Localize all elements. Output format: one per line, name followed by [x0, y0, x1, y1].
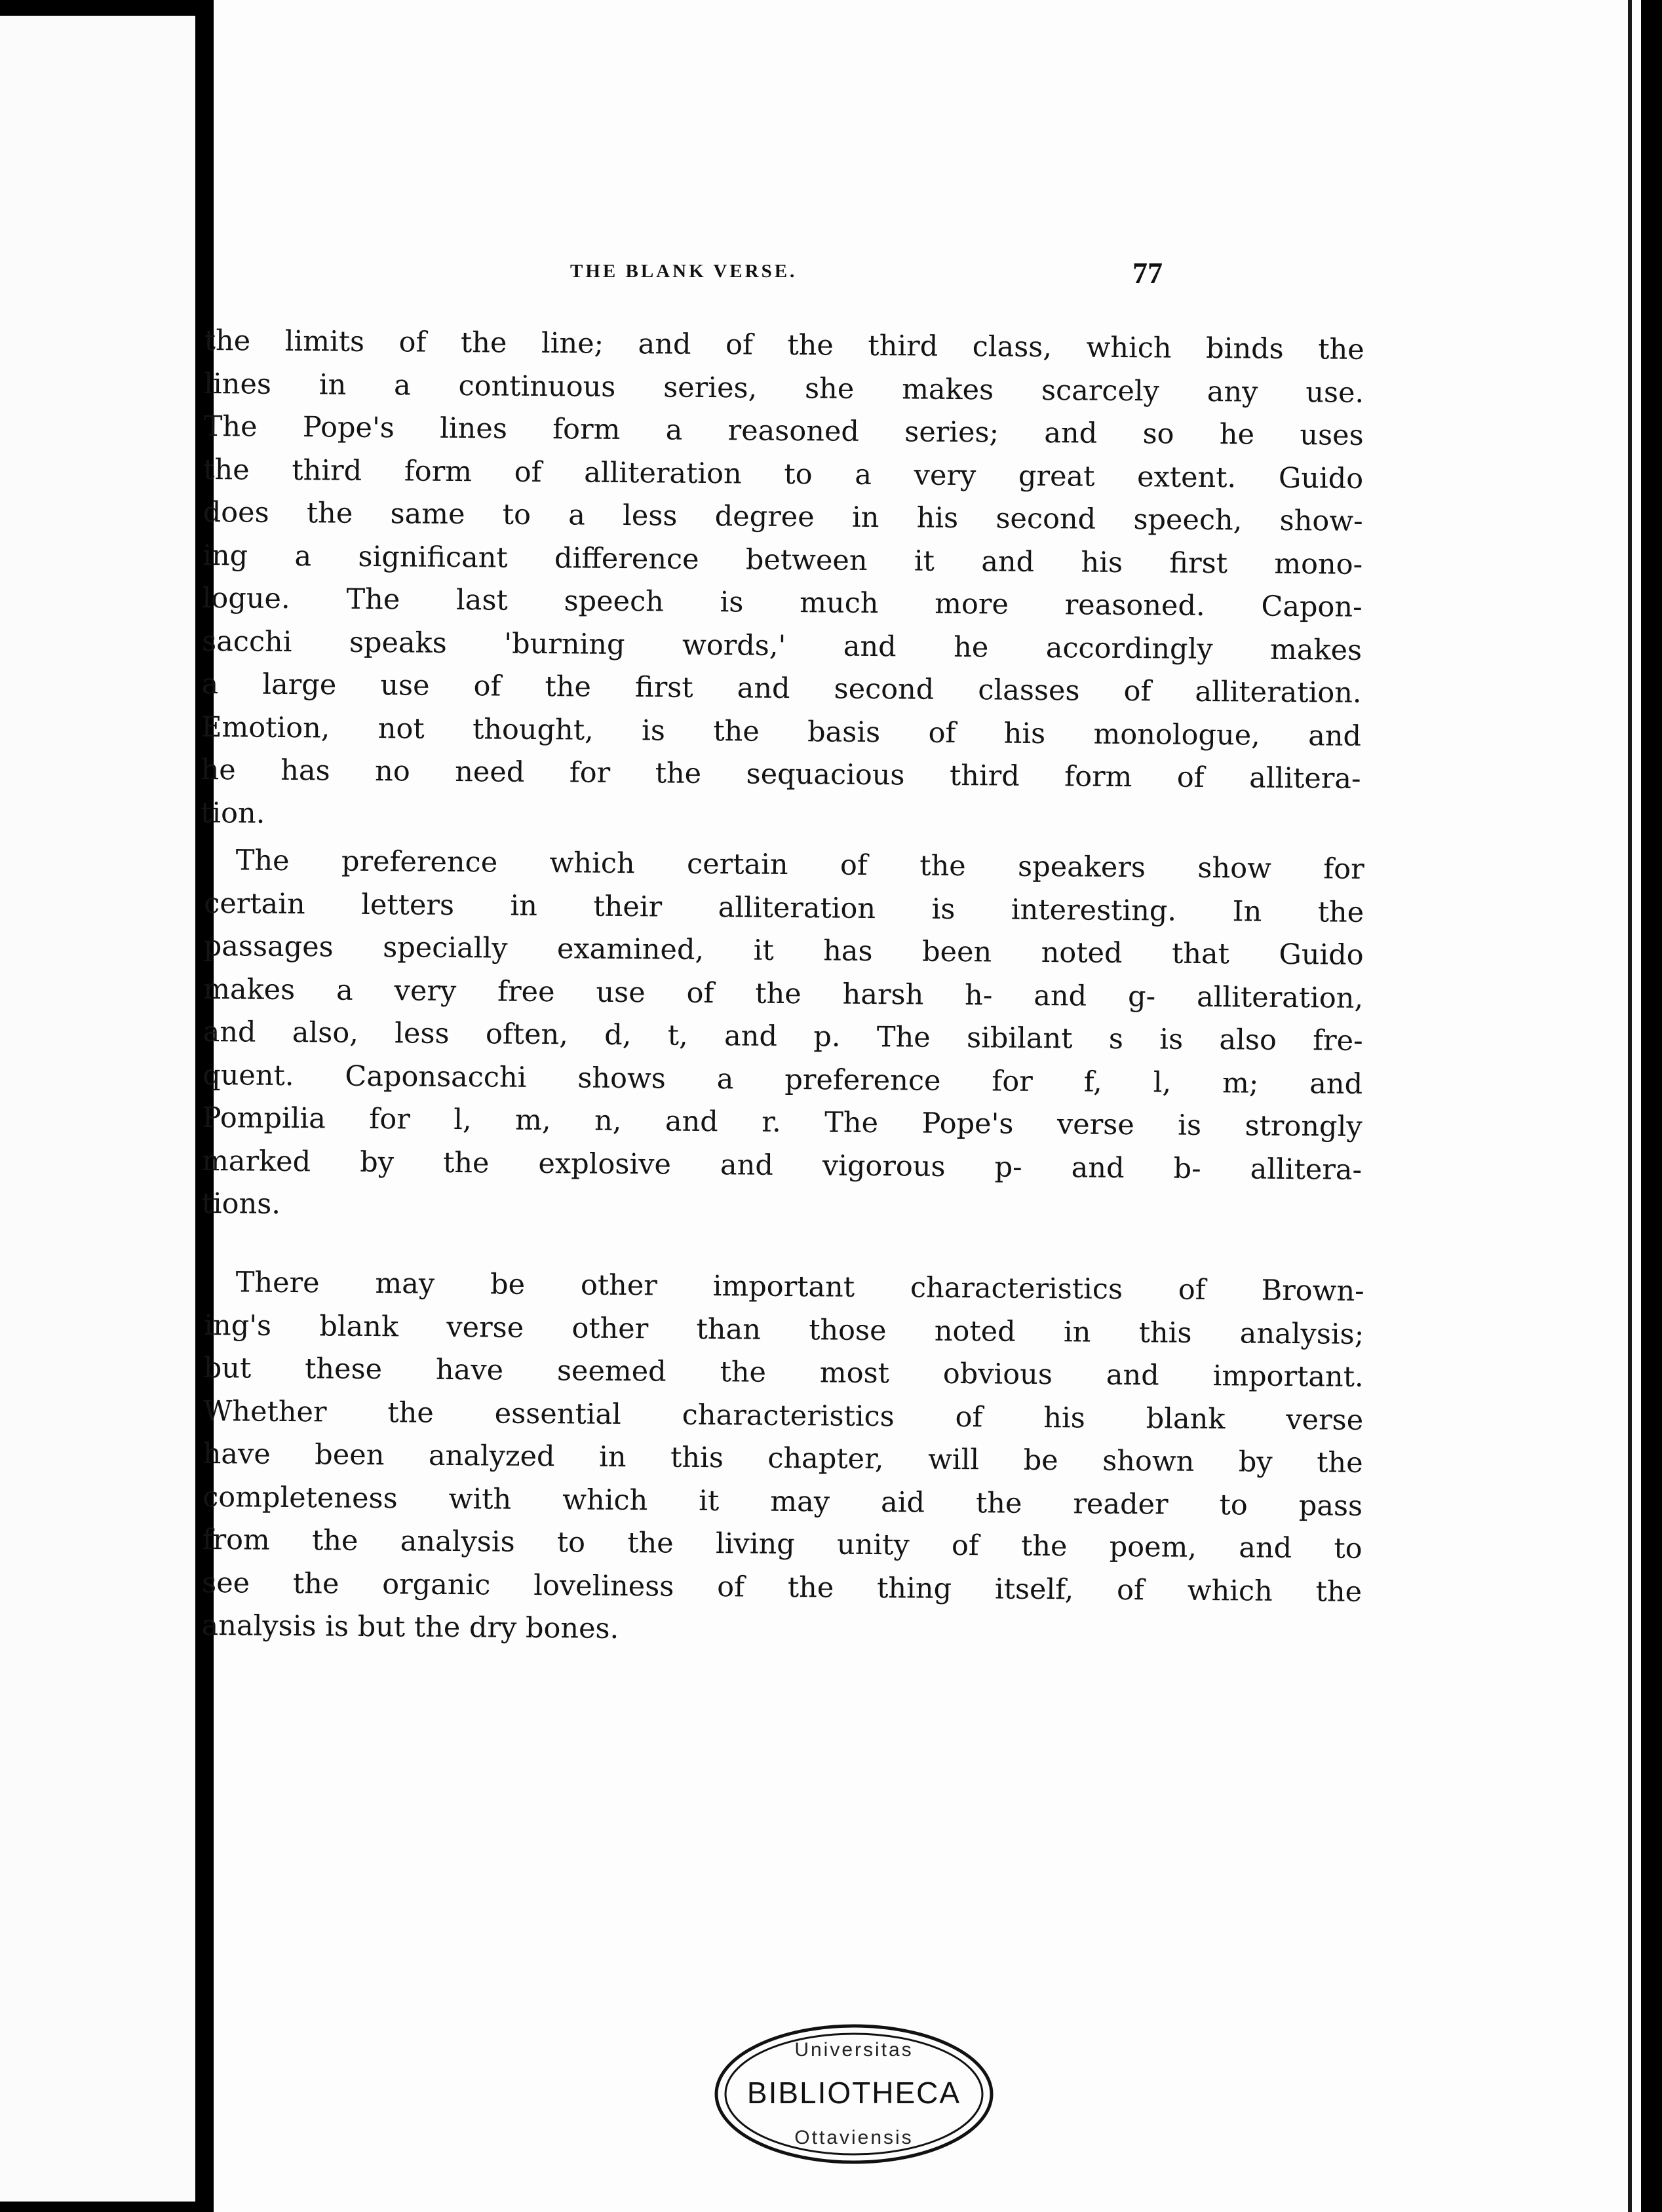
page-number: 77	[1132, 256, 1163, 290]
text-line: completeness with which it may aid the reader to pass	[202, 1480, 1363, 1523]
paragraph-2	[201, 839, 1364, 1234]
text-line: from the analysis to the living unity of the poem, and to	[202, 1523, 1362, 1565]
text-line: but these have seemed the most obvious and important.	[203, 1351, 1364, 1394]
running-head: THE BLANK VERSE.	[570, 261, 798, 282]
text-line: Emotion, not thought, is the basis of his monologue, and	[201, 710, 1362, 753]
text-line: ing's blank verse other than those noted in this analysis;	[204, 1308, 1364, 1351]
text-line: the limits of the line; and of the third class, which binds the	[204, 324, 1364, 366]
text-line: marked by the explosive and vigorous p- and b- allitera-	[201, 1144, 1362, 1187]
stamp-middle-text: BIBLIOTHECA	[746, 2076, 961, 2110]
text-line: tion.	[200, 796, 265, 830]
text-line: passages specially examined, it has been noted that Guido	[203, 929, 1364, 972]
text-line: logue. The last speech is much more reasoned. Capon-	[202, 581, 1362, 624]
text-line: he has no need for the sequacious third form of allitera-	[201, 753, 1361, 795]
text-line: see the organic loveliness of the thing itself, of which the	[201, 1566, 1362, 1609]
text-line: and also, less often, d, t, and p. The sibilant s is also fre-	[203, 1015, 1363, 1058]
text-line: Whether the essential characteristics of his blank verse	[203, 1394, 1364, 1437]
text-line: The Pope's lines form a reasoned series; and so he uses	[203, 410, 1364, 452]
text-line: There may be other important characteristics of Brown-	[235, 1266, 1364, 1308]
text-line: Pompilia for l, m, n, and r. The Pope's verse is strongly	[202, 1101, 1362, 1143]
stamp-bottom-text: Ottaviensis	[794, 2127, 914, 2148]
text-line: lines in a continuous series, she makes scarcely any use.	[204, 367, 1364, 410]
text-line: the third form of alliteration to a very great extent. Guido	[203, 453, 1364, 495]
text-line: certain letters in their alliteration is interesting. In the	[204, 887, 1364, 929]
page-edge-shadow	[1628, 0, 1632, 2212]
paragraph-3	[201, 1261, 1364, 1656]
text-line: quent. Caponsacchi shows a preference for f, l, m; and	[202, 1058, 1363, 1101]
text-line: a large use of the first and second classes of alliteration.	[201, 667, 1362, 710]
text-line: have been analyzed in this chapter, will be shown by the	[203, 1437, 1363, 1479]
text-line: tions.	[201, 1187, 281, 1221]
library-stamp	[713, 2019, 995, 2169]
facing-page-margin	[0, 16, 195, 2202]
text-line: makes a very free use of the harsh h- and g- alliteration,	[203, 972, 1364, 1015]
text-line: The preference which certain of the speakers show for	[235, 844, 1364, 886]
text-line: ing a significant difference between it and his first mono-	[202, 539, 1363, 581]
stamp-top-text: Universitas	[794, 2039, 914, 2061]
text-line: does the same to a less degree in his second speech, show-	[203, 495, 1363, 538]
text-line: analysis is but the dry bones.	[201, 1609, 619, 1645]
paragraph-1	[201, 320, 1364, 844]
text-line: sacchi speaks 'burning words,' and he accordingly makes	[201, 624, 1362, 667]
